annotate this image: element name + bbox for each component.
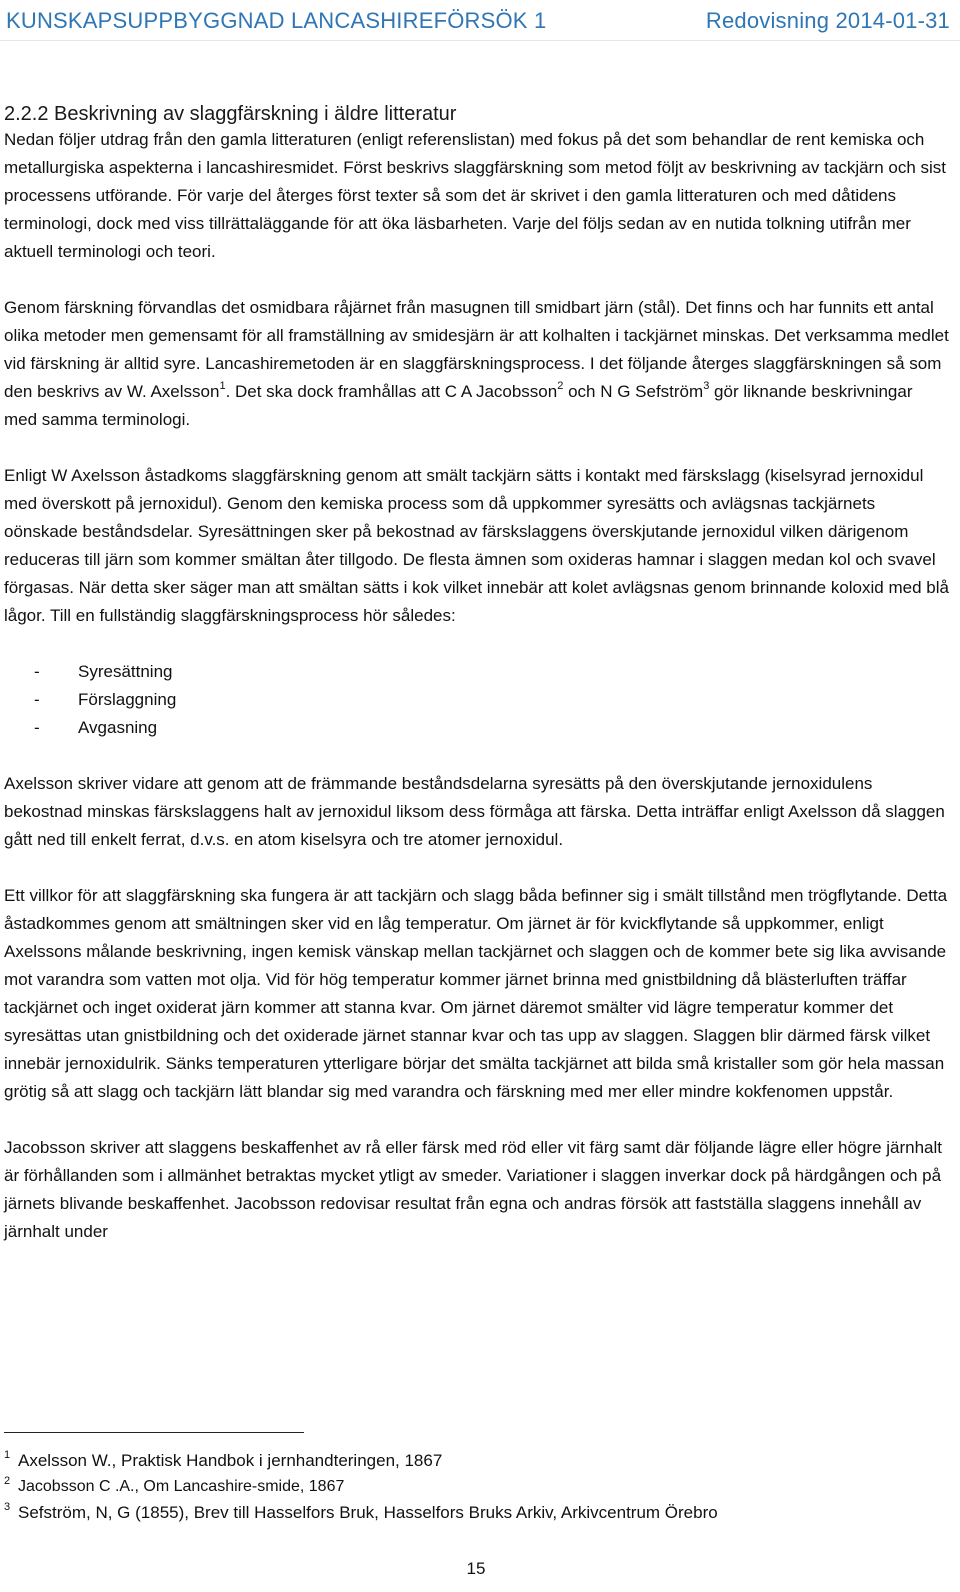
intro-sentence: Nedan följer utdrag från den gamla litteraturen (enligt referenslistan) med fokus på det som behandlar de rent kemiska och metallurgiska aspekterna i lancashiresmidet. (4, 130, 925, 177)
footnote-text: Jacobsson C .A., Om Lancashire-smide, 1867 (18, 1478, 345, 1495)
paragraph-text: gör liknande beskrivningar med samma terminologi. (4, 382, 913, 429)
paragraph-intro (4, 126, 949, 266)
footnote-ref-3[interactable]: 3 (703, 380, 710, 393)
paragraph-text: . Det ska dock framhållas att C A Jacobsson (225, 382, 558, 401)
list-bullet: - (34, 690, 40, 709)
footnote-item (4, 1448, 949, 1474)
footnotes (4, 1448, 949, 1526)
paragraph-text: och N G Sefström (563, 382, 704, 401)
list-item (4, 686, 949, 714)
list-item-label: Syresättning (78, 662, 173, 681)
list-item-label: Förslaggning (78, 690, 177, 709)
footnote-item (4, 1500, 949, 1526)
footnote-text: Sefström, N, G (1855), Brev till Hasselfors Bruk, Hasselfors Bruks Arkiv, Arkivcentrum Örebro (18, 1503, 718, 1522)
footnote-number: 1 (4, 1449, 11, 1461)
footnote-text: Axelsson W., Praktisk Handbok i jernhandteringen, 1867 (18, 1451, 443, 1470)
footnote-number: 2 (4, 1475, 11, 1487)
report-date: Redovisning 2014-01-31 (705, 8, 950, 33)
paragraph-farskning (4, 294, 949, 434)
list-item (4, 714, 949, 742)
paragraph-text: Genom färskning förvandlas det osmidbara råjärnet från masugnen till smidbart järn (stål). Det finns och har funnits ett antal olika metoder men gemensamt för all framställning av smidesjärn är att kolhalten i tackjärnet minskas. Det verksamma medlet vid färskning är alltid syre. Lancashiremetoden är en slaggfärskningsprocess. I det följande återges slaggfärskningen så som den beskrivs av W. Axelsson (4, 298, 949, 401)
list-item (4, 658, 949, 686)
section-heading: 2.2.2 Beskrivning av slaggfärskning i äldre litteratur (4, 103, 457, 125)
footnote-divider (4, 1432, 304, 1433)
paragraph-jacobsson: Jacobsson skriver att slaggens beskaffenhet av rå eller färsk med röd eller vit färg samt där följande lägre eller högre järnhalt är förhållanden som i allmänhet betraktas mycket ytligt av smeder. Variationer i slaggen inverkar dock på härdgången och på järnets blivande beskaffenhet. Jacobsson redovisar resultat från egna och andras försök att fastställa slaggens innehåll av järnhalt under (4, 1138, 942, 1241)
footnote-item (4, 1474, 949, 1500)
process-steps-list (4, 658, 949, 742)
list-item-label: Avgasning (78, 718, 158, 737)
footnote-ref-1[interactable]: 1 (219, 380, 226, 393)
document-title: KUNSKAPSUPPBYGGNAD LANCASHIREFÖRSÖK 1 (6, 8, 547, 33)
body-text (4, 126, 949, 1274)
header-divider (0, 40, 960, 41)
list-bullet: - (34, 718, 40, 737)
footnote-ref-2[interactable]: 2 (557, 380, 564, 393)
page-header (6, 4, 950, 38)
paragraph-temperatur: Ett villkor för att slaggfärskning ska fungera är att tackjärn och slagg båda befinner sig i smält tillstånd men trögflytande. Detta åstadkommes genom att smältningen sker vid en låg temperatur. Om järnet är för kvickflytande så uppkommer, enligt Axelssons målande beskrivning, ingen kemisk vänskap mellan tackjärnet och slaggen och de kommer bete sig lika avvisande mot varandra som vatten mot olja. Vid för hög temperatur kommer järnet brinna med gnistbildning då blästerluften träffar tackjärnet och inget oxiderat järn kommer att stanna kvar. Om järnet däremot smälter vid lägre temperatur kommer det syresättas utan gnistbildning och det oxiderade järnet stannar kvar och tas upp av slaggen. Slaggen blir därmed färsk vilket innebär jernoxidulrik. Sänks temperaturen ytterligare börjar det smälta tackjärnet att bilda små kristaller som gör hela massan grötig så att slagg och tackjärn lätt blandar sig med varandra och färskning med mer eller mindre kokfenomen uppstår. (4, 886, 948, 1101)
page-number: 15 (466, 1559, 486, 1578)
paragraph-ferrat: Axelsson skriver vidare att genom att de främmande beståndsdelarna syresätts på den överskjutande jernoxidulens bekostnad minskas färskslaggens halt av jernoxidul liksom dess förmåga att färska. Detta inträffar enligt Axelsson då slaggen gått ned till enkelt ferrat, d.v.s. en atom kiselsyra och tre atomer jernoxidul. (4, 774, 945, 849)
intro-continuation: Först beskrivs slaggfärskning som metod följt av beskrivning av tackjärn och sist processens utförande. För varje del återges först texter så som det är skrivet i den gamla litteraturen och med dåtidens terminologi, dock med viss tillrättaläggande för att öka läsbarheten. Varje del följs sedan av en nutida tolkning utifrån mer aktuell terminologi och teori. (4, 158, 947, 261)
list-bullet: - (34, 662, 40, 681)
paragraph-axelsson: Enligt W Axelsson åstadkoms slaggfärskning genom att smält tackjärn sätts i kontakt med färskslagg (kiselsyrad jernoxidul med överskott på jernoxidul). Genom den kemiska process som då uppkommer syresätts och avlägsnas tackjärnets oönskade beståndsdelar. Syresättningen sker på bekostnad av färskslaggens överskjutande jernoxidul vilken därigenom reduceras till järn som kommer smältan åter tillgodo. De flesta ämnen som oxideras hamnar i slaggen medan kol och svavel förgasas. När detta sker säger man att smältan sätts i kok vilket innebär att kolet avlägsnas genom brinnande koloxid med blå lågor. Till en fullständig slaggfärskningsprocess hör således: (4, 466, 949, 625)
footnote-number: 3 (4, 1501, 11, 1513)
